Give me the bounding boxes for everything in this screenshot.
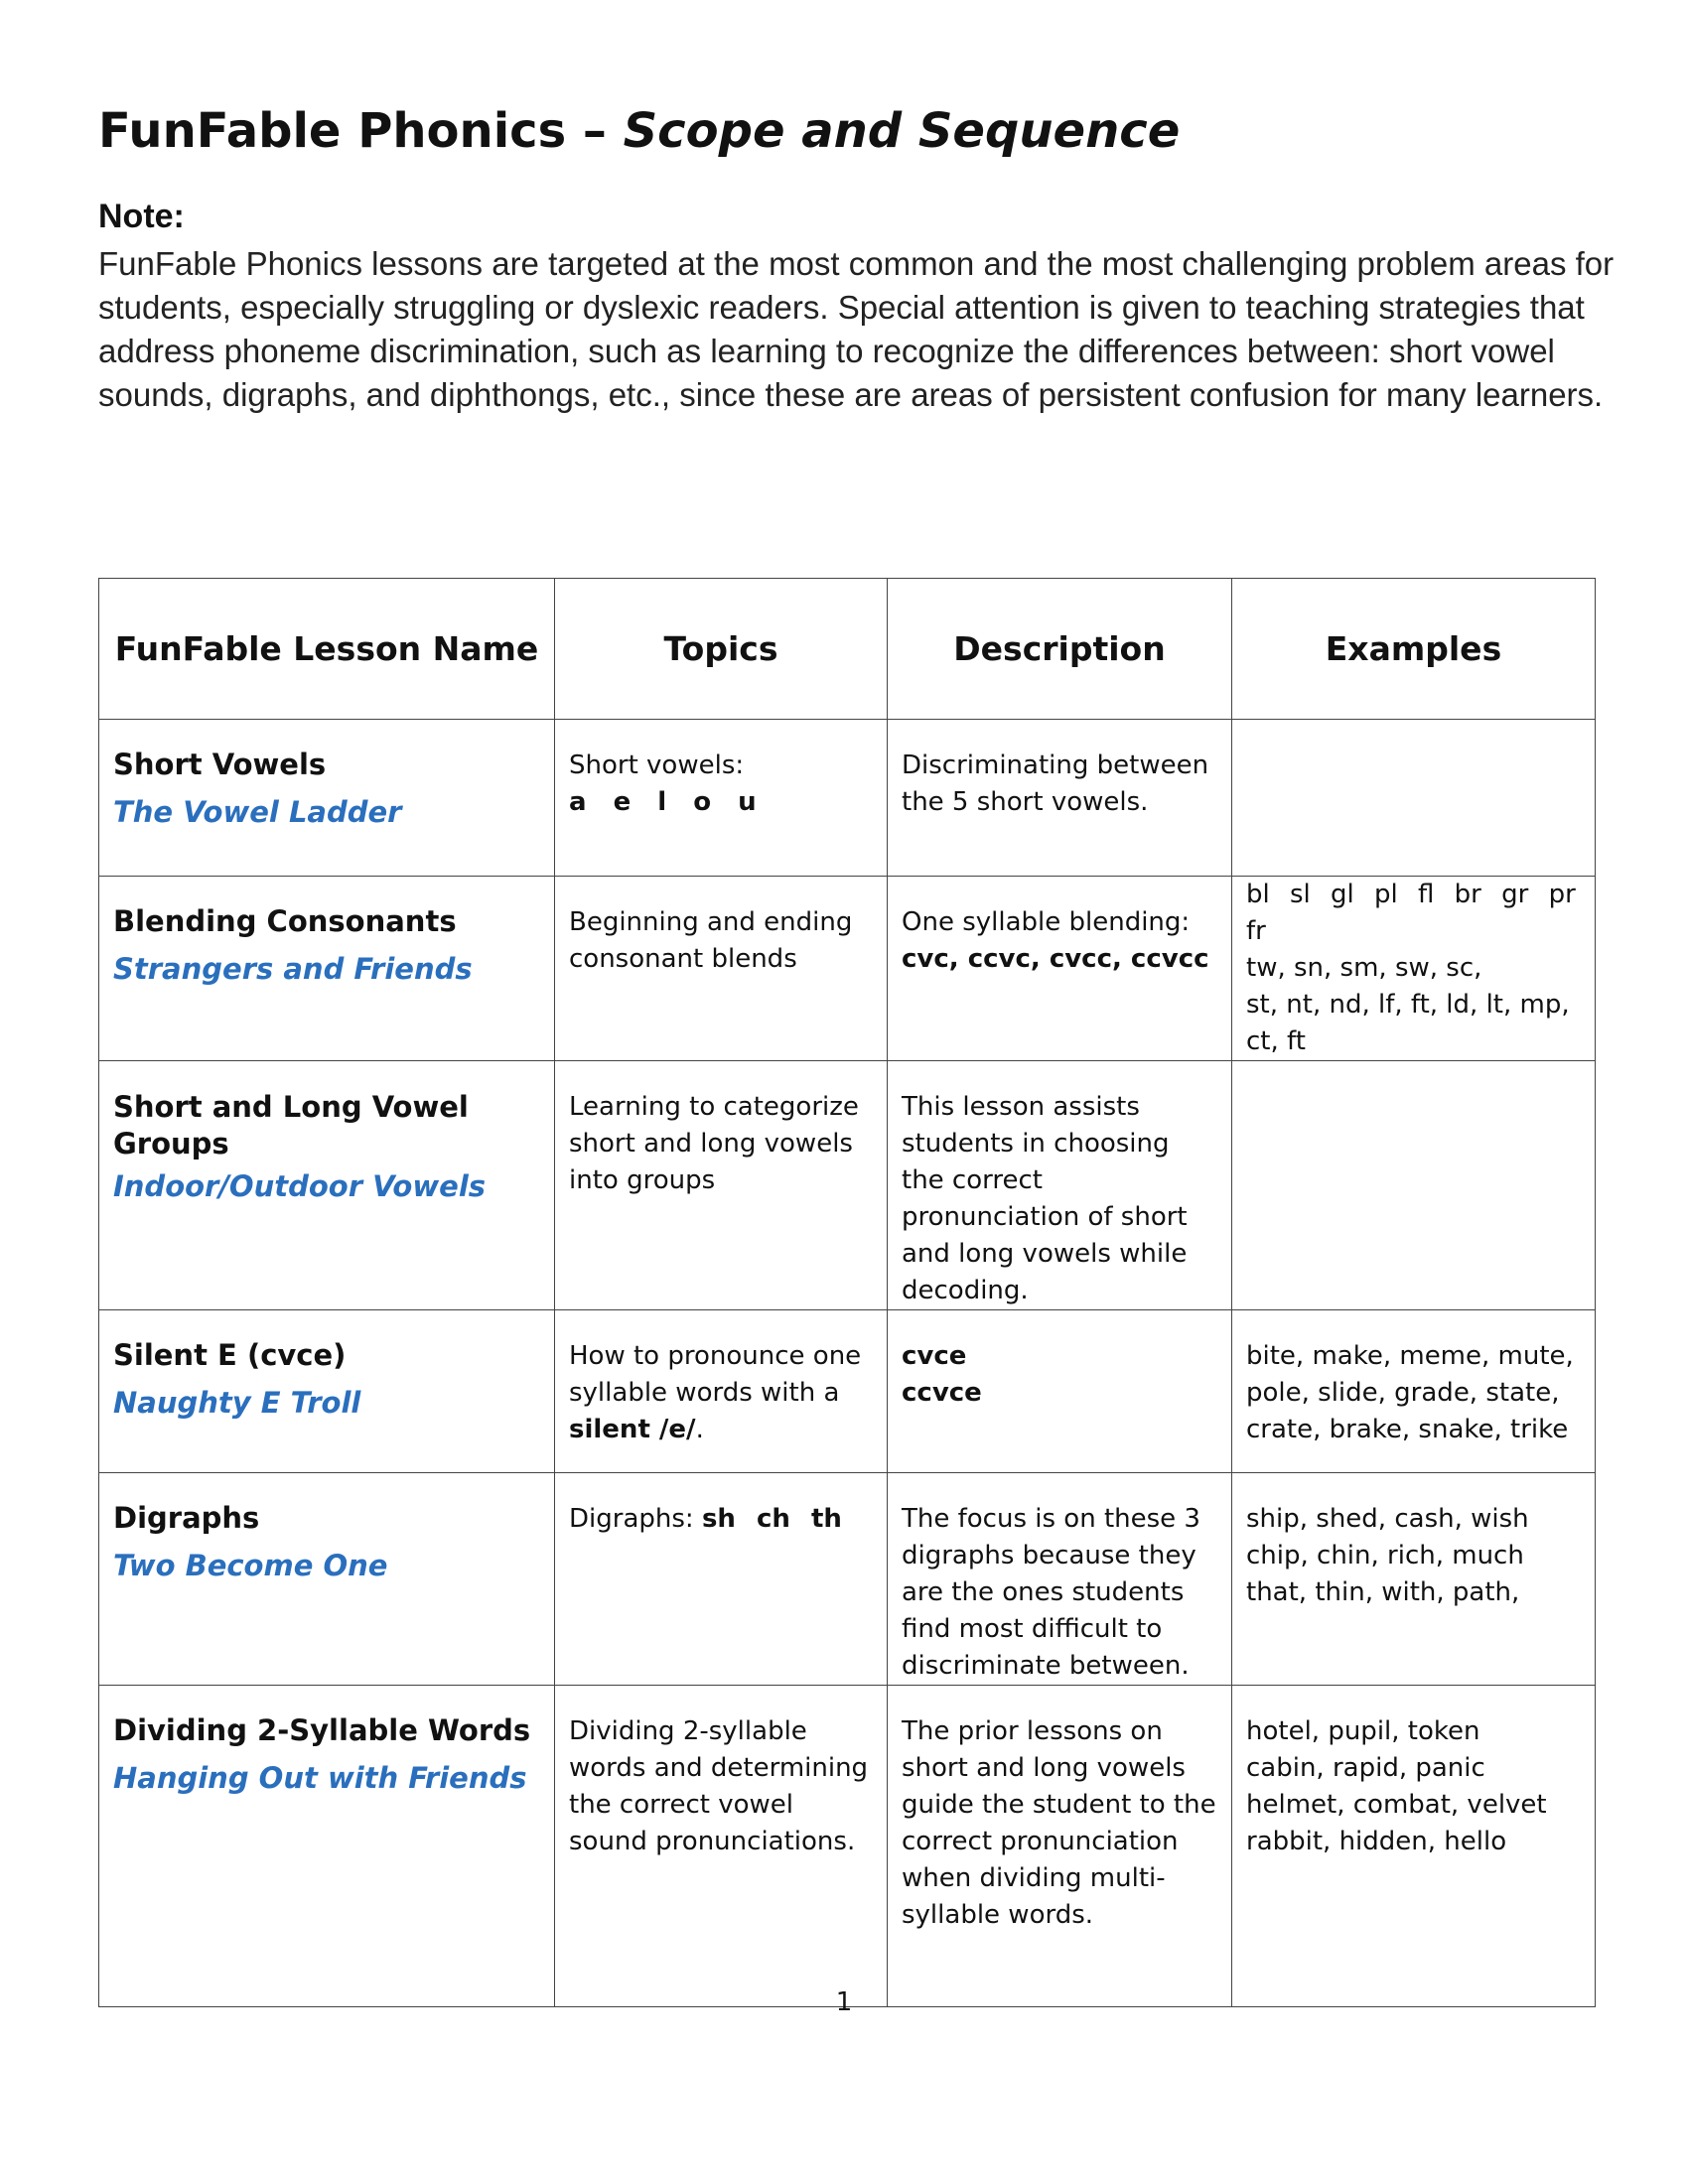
- table-row: [99, 720, 1596, 877]
- topics-text: Short vowels:: [569, 751, 745, 780]
- topics-cell: [555, 877, 888, 1061]
- description-cell: [888, 1061, 1232, 1310]
- examples-line: that, thin, with, path,: [1246, 1577, 1520, 1607]
- examples-line: st, nt, nd, lf, ft, ld, lt, mp, ct, ft: [1246, 990, 1570, 1056]
- description-pattern: ccvce: [902, 1378, 982, 1408]
- lesson-name: Dividing 2-Syllable Words: [113, 1713, 531, 1747]
- topics-cell: [555, 1310, 888, 1473]
- title-main: FunFable Phonics –: [98, 103, 624, 159]
- fable-title: Two Become One: [113, 1549, 388, 1582]
- examples-line: helmet, combat, velvet: [1246, 1790, 1547, 1820]
- topics-prefix: How to pronounce one syllable words with a: [569, 1341, 862, 1408]
- note-text: FunFable Phonics lessons are targeted at the most common and the most challenging problem areas for students, especially struggling or dyslexic readers. Special attention is given to teaching strategies that address phoneme discrimination, such as learning to recognize the differences between: short vowel sounds, digraphs, and diphthongs, etc., since these are areas of persistent confusion for many learners.: [98, 245, 1615, 413]
- description-text: The focus is on these 3 digraphs because they are the ones students find most difficult to discriminate between.: [902, 1504, 1200, 1681]
- topics-emphasis: silent /e/: [569, 1415, 696, 1444]
- description-text: The prior lessons on short and long vowels guide the student to the correct pronunciation when dividing multi-syllable words.: [902, 1716, 1216, 1930]
- document-title: [98, 99, 1180, 163]
- lesson-cell: [99, 877, 555, 1061]
- examples-text: bite, make, meme, mute, pole, slide, grade, state, crate, brake, snake, trike: [1246, 1341, 1574, 1444]
- description-cell: [888, 1473, 1232, 1686]
- fable-title: Naughty E Troll: [113, 1386, 361, 1420]
- topics-text: Learning to categorize short and long vowels into groups: [569, 1092, 859, 1195]
- scope-sequence-table: [98, 578, 1596, 2007]
- fable-title: Indoor/Outdoor Vowels: [113, 1169, 487, 1203]
- topics-suffix: .: [695, 1415, 704, 1444]
- topics-text: [569, 1338, 873, 1448]
- table-row: [99, 1061, 1596, 1310]
- examples-line: ship, shed, cash, wish: [1246, 1504, 1529, 1534]
- lesson-name: Blending Consonants: [113, 904, 457, 938]
- topics-vowels: a e l o u: [569, 787, 766, 817]
- description-pattern: cvce: [902, 1341, 967, 1371]
- topics-text: Dividing 2-syllable words and determining the correct vowel sound pronunciations.: [569, 1716, 869, 1856]
- page-number: 1: [835, 1987, 853, 2017]
- header-topics: Topics: [555, 579, 888, 720]
- topics-prefix: Digraphs:: [569, 1504, 694, 1534]
- lesson-name: Short and Long Vowel Groups: [113, 1090, 469, 1160]
- topics-text: [569, 1501, 873, 1538]
- examples-cell: [1232, 1061, 1596, 1310]
- topics-cell: [555, 720, 888, 877]
- lesson-name: Short Vowels: [113, 748, 327, 781]
- lesson-cell: [99, 1310, 555, 1473]
- header-lesson-name: FunFable Lesson Name: [99, 579, 555, 720]
- topics-cell: [555, 1473, 888, 1686]
- header-examples: Examples: [1232, 579, 1596, 720]
- topics-cell: [555, 1686, 888, 2007]
- examples-cell: [1232, 720, 1596, 877]
- examples-cell: [1232, 1473, 1596, 1686]
- examples-line: tw, sn, sm, sw, sc,: [1246, 953, 1482, 983]
- lesson-cell: [99, 720, 555, 877]
- table-row: [99, 1473, 1596, 1686]
- lesson-cell: [99, 1686, 555, 2007]
- examples-cell: [1232, 877, 1596, 1061]
- lesson-cell: [99, 1473, 555, 1686]
- description-cell: [888, 1310, 1232, 1473]
- examples-line: bl sl gl pl fl br gr pr fr: [1246, 880, 1576, 946]
- table-row: [99, 877, 1596, 1061]
- examples-cell: [1232, 1686, 1596, 2007]
- fable-title: The Vowel Ladder: [113, 795, 402, 829]
- description-text: Discriminating between the 5 short vowels.: [902, 751, 1209, 817]
- description-cell: [888, 720, 1232, 877]
- description-patterns: cvc, ccvc, cvcc, ccvcc: [902, 944, 1209, 974]
- lesson-name: Silent E (cvce): [113, 1338, 347, 1372]
- table-row: [99, 1686, 1596, 2007]
- topics-text: Beginning and ending consonant blends: [569, 907, 853, 974]
- examples-cell: [1232, 1310, 1596, 1473]
- fable-title: Hanging Out with Friends: [113, 1761, 527, 1795]
- description-cell: [888, 1686, 1232, 2007]
- description-text: One syllable blending:: [902, 907, 1191, 937]
- table-header-row: [99, 579, 1596, 720]
- title-italic: Scope and Sequence: [623, 103, 1181, 159]
- fable-title: Strangers and Friends: [113, 952, 473, 986]
- examples-line: cabin, rapid, panic: [1246, 1753, 1485, 1783]
- description-text: This lesson assists students in choosing the correct pronunciation of short and long vowels while decoding.: [902, 1092, 1188, 1305]
- examples-line: hotel, pupil, token: [1246, 1716, 1480, 1746]
- table-row: [99, 1310, 1596, 1473]
- description-cell: [888, 877, 1232, 1061]
- header-description: Description: [888, 579, 1232, 720]
- topics-digraphs: sh ch th: [701, 1504, 842, 1534]
- topics-cell: [555, 1061, 888, 1310]
- lesson-cell: [99, 1061, 555, 1310]
- examples-line: chip, chin, rich, much: [1246, 1541, 1524, 1570]
- lesson-name: Digraphs: [113, 1501, 260, 1535]
- note-label: Note:: [98, 198, 185, 235]
- examples-line: rabbit, hidden, hello: [1246, 1827, 1507, 1856]
